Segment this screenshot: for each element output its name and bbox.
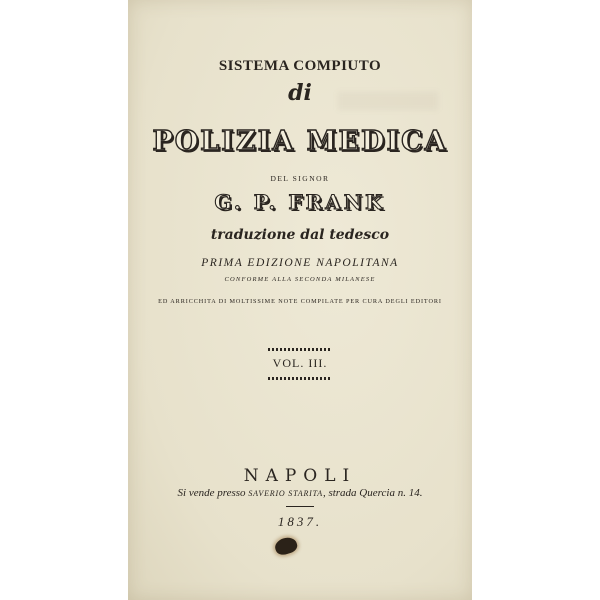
publication-year: 1837. bbox=[277, 514, 323, 529]
seller-suffix: , strada Quercia n. 14. bbox=[322, 487, 423, 499]
author-name: G. P. FRANK bbox=[214, 190, 386, 214]
seller-name: SAVERIO STARITA bbox=[248, 489, 323, 498]
ink-stain bbox=[273, 535, 299, 557]
arricchita-line: ED ARRICCHITA DI MOLTISSIME NOTE COMPILATE PER CURA DEGLI EDITORI bbox=[158, 298, 442, 305]
seller-prefix: Si vende presso bbox=[177, 487, 246, 499]
volume-label: VOL. III. bbox=[272, 356, 328, 370]
imprint-rule bbox=[286, 506, 314, 507]
title-line-2: POLIZIA MEDICA bbox=[152, 126, 448, 157]
translation-note: traduzione dal tedesco bbox=[210, 227, 390, 243]
del-signor-label: DEL SIGNOR bbox=[270, 174, 330, 183]
title-di: di bbox=[288, 80, 312, 106]
title-page bbox=[128, 0, 472, 600]
conforme-line: CONFORME ALLA SECONDA MILANESE bbox=[224, 276, 376, 283]
imprint-seller bbox=[128, 487, 472, 499]
edition-line: PRIMA EDIZIONE NAPOLITANA bbox=[201, 257, 399, 269]
title-line-1: SISTEMA COMPIUTO bbox=[218, 58, 382, 74]
decorative-rule-top bbox=[268, 348, 332, 351]
decorative-rule-bottom bbox=[268, 377, 332, 380]
imprint-city: NAPOLI bbox=[243, 466, 357, 486]
